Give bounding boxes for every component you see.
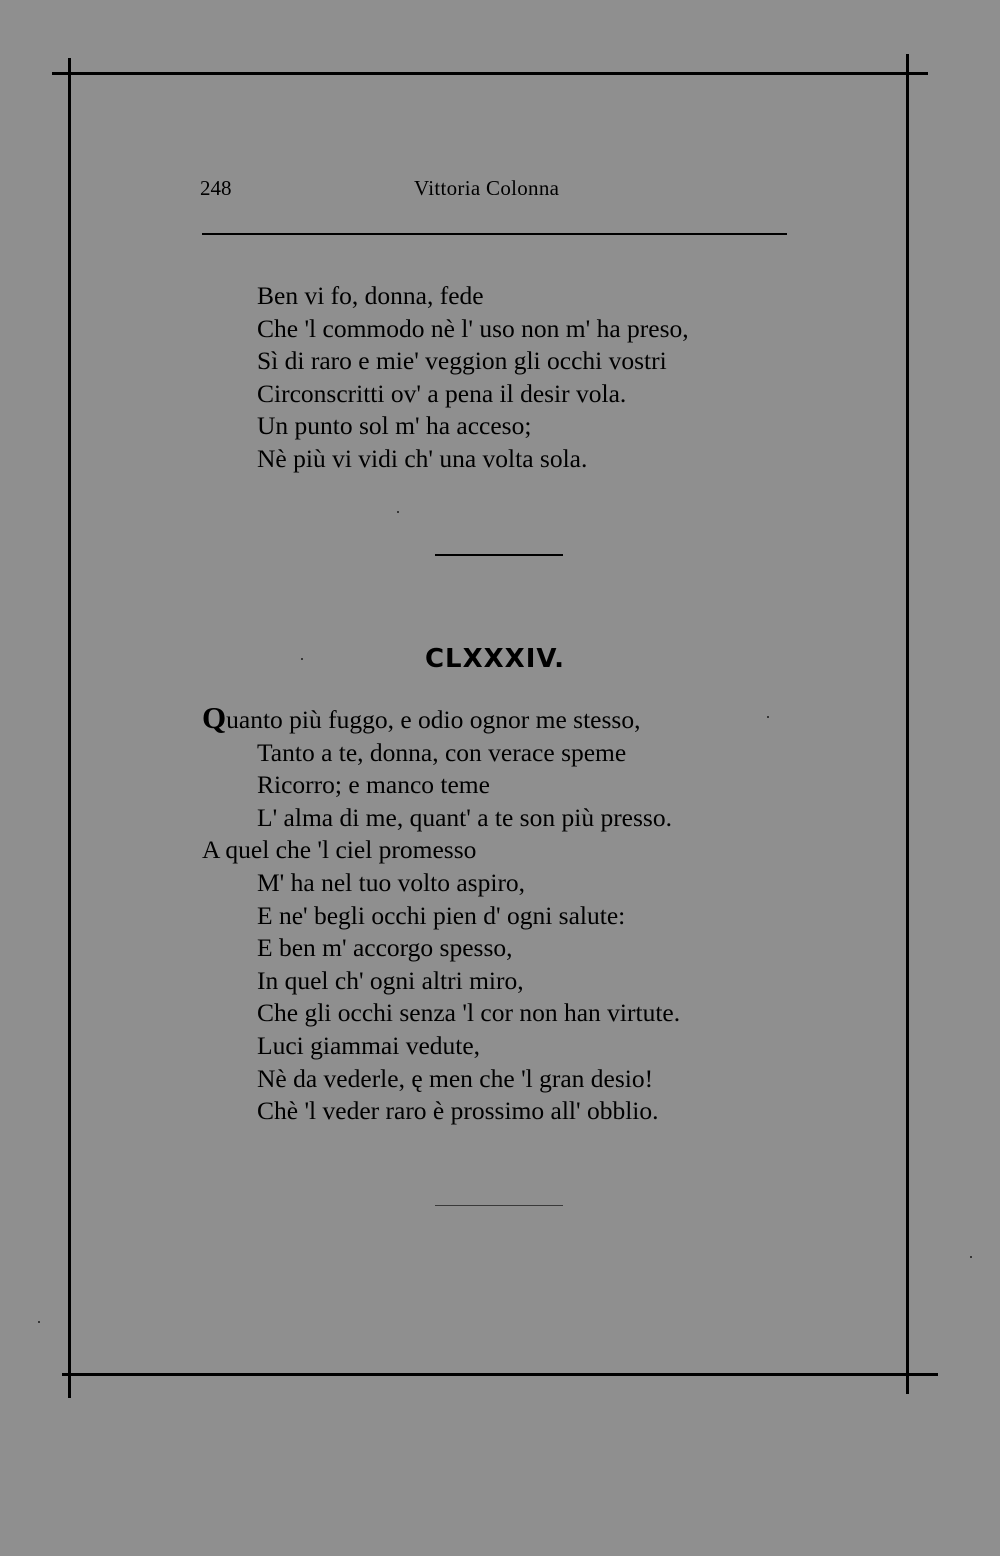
verse-line: Luci giammai vedute, (257, 1030, 481, 1060)
verse-line: A quel che 'l ciel promesso (202, 835, 477, 865)
verse-line: Circonscritti ov' a pena il desir vola. (257, 378, 627, 408)
scan-speck (970, 1256, 972, 1258)
verse-line: Nè da vederle, ę men che 'l gran desio! (257, 1063, 654, 1093)
verse-line: Che gli occhi senza 'l cor non han virtute. (257, 998, 681, 1028)
verse-line: In quel ch' ogni altri miro, (257, 965, 524, 995)
frame-top-line (52, 72, 928, 75)
frame-right-line (906, 54, 909, 1394)
verse-line: E ne' begli occhi pien d' ogni salute: (257, 900, 626, 930)
scan-speck (767, 716, 769, 718)
end-separator-rule (435, 1205, 563, 1206)
drop-capital: Q (202, 700, 227, 735)
verse-line: Tanto a te, donna, con verace speme (257, 737, 627, 767)
verse-line: Ricorro; e manco teme (257, 770, 490, 800)
verse-line: Chè 'l veder raro è prossimo all' obblio. (257, 1096, 659, 1126)
scan-speck (38, 1321, 40, 1323)
first-line-text: uanto più fuggo, e odio ognor me stesso, (226, 705, 641, 734)
running-head (200, 176, 790, 206)
verse-line: L' alma di me, quant' a te son più presso. (257, 802, 672, 832)
frame-bottom-line (62, 1373, 938, 1376)
verse-line: M' ha nel tuo volto aspiro, (257, 867, 526, 897)
page-number: 248 (200, 176, 232, 200)
verse-line: E ben m' accorgo spesso, (257, 933, 513, 963)
stanza-closing (202, 280, 802, 476)
running-title: Vittoria Colonna (414, 176, 560, 200)
verse-line-first (202, 702, 802, 737)
verse-line: Sì di raro e mie' veggion gli occhi vostri (257, 346, 667, 376)
section-separator-rule (435, 554, 563, 556)
poem-number-heading: CLXXXIV. (424, 644, 566, 674)
verse-line: Ben vi fo, donna, fede (257, 281, 484, 310)
header-rule (202, 233, 787, 235)
scan-speck (301, 658, 303, 660)
verse-line: Un punto sol m' ha acceso; (257, 411, 532, 441)
verse-line: Che 'l commodo nè l' uso non m' ha preso, (257, 313, 689, 343)
verse-line: Nè più vi vidi ch' una volta sola. (257, 443, 588, 473)
poem-clxxxiv (202, 702, 802, 1128)
frame-left-line (68, 58, 71, 1398)
scan-speck (397, 511, 399, 513)
